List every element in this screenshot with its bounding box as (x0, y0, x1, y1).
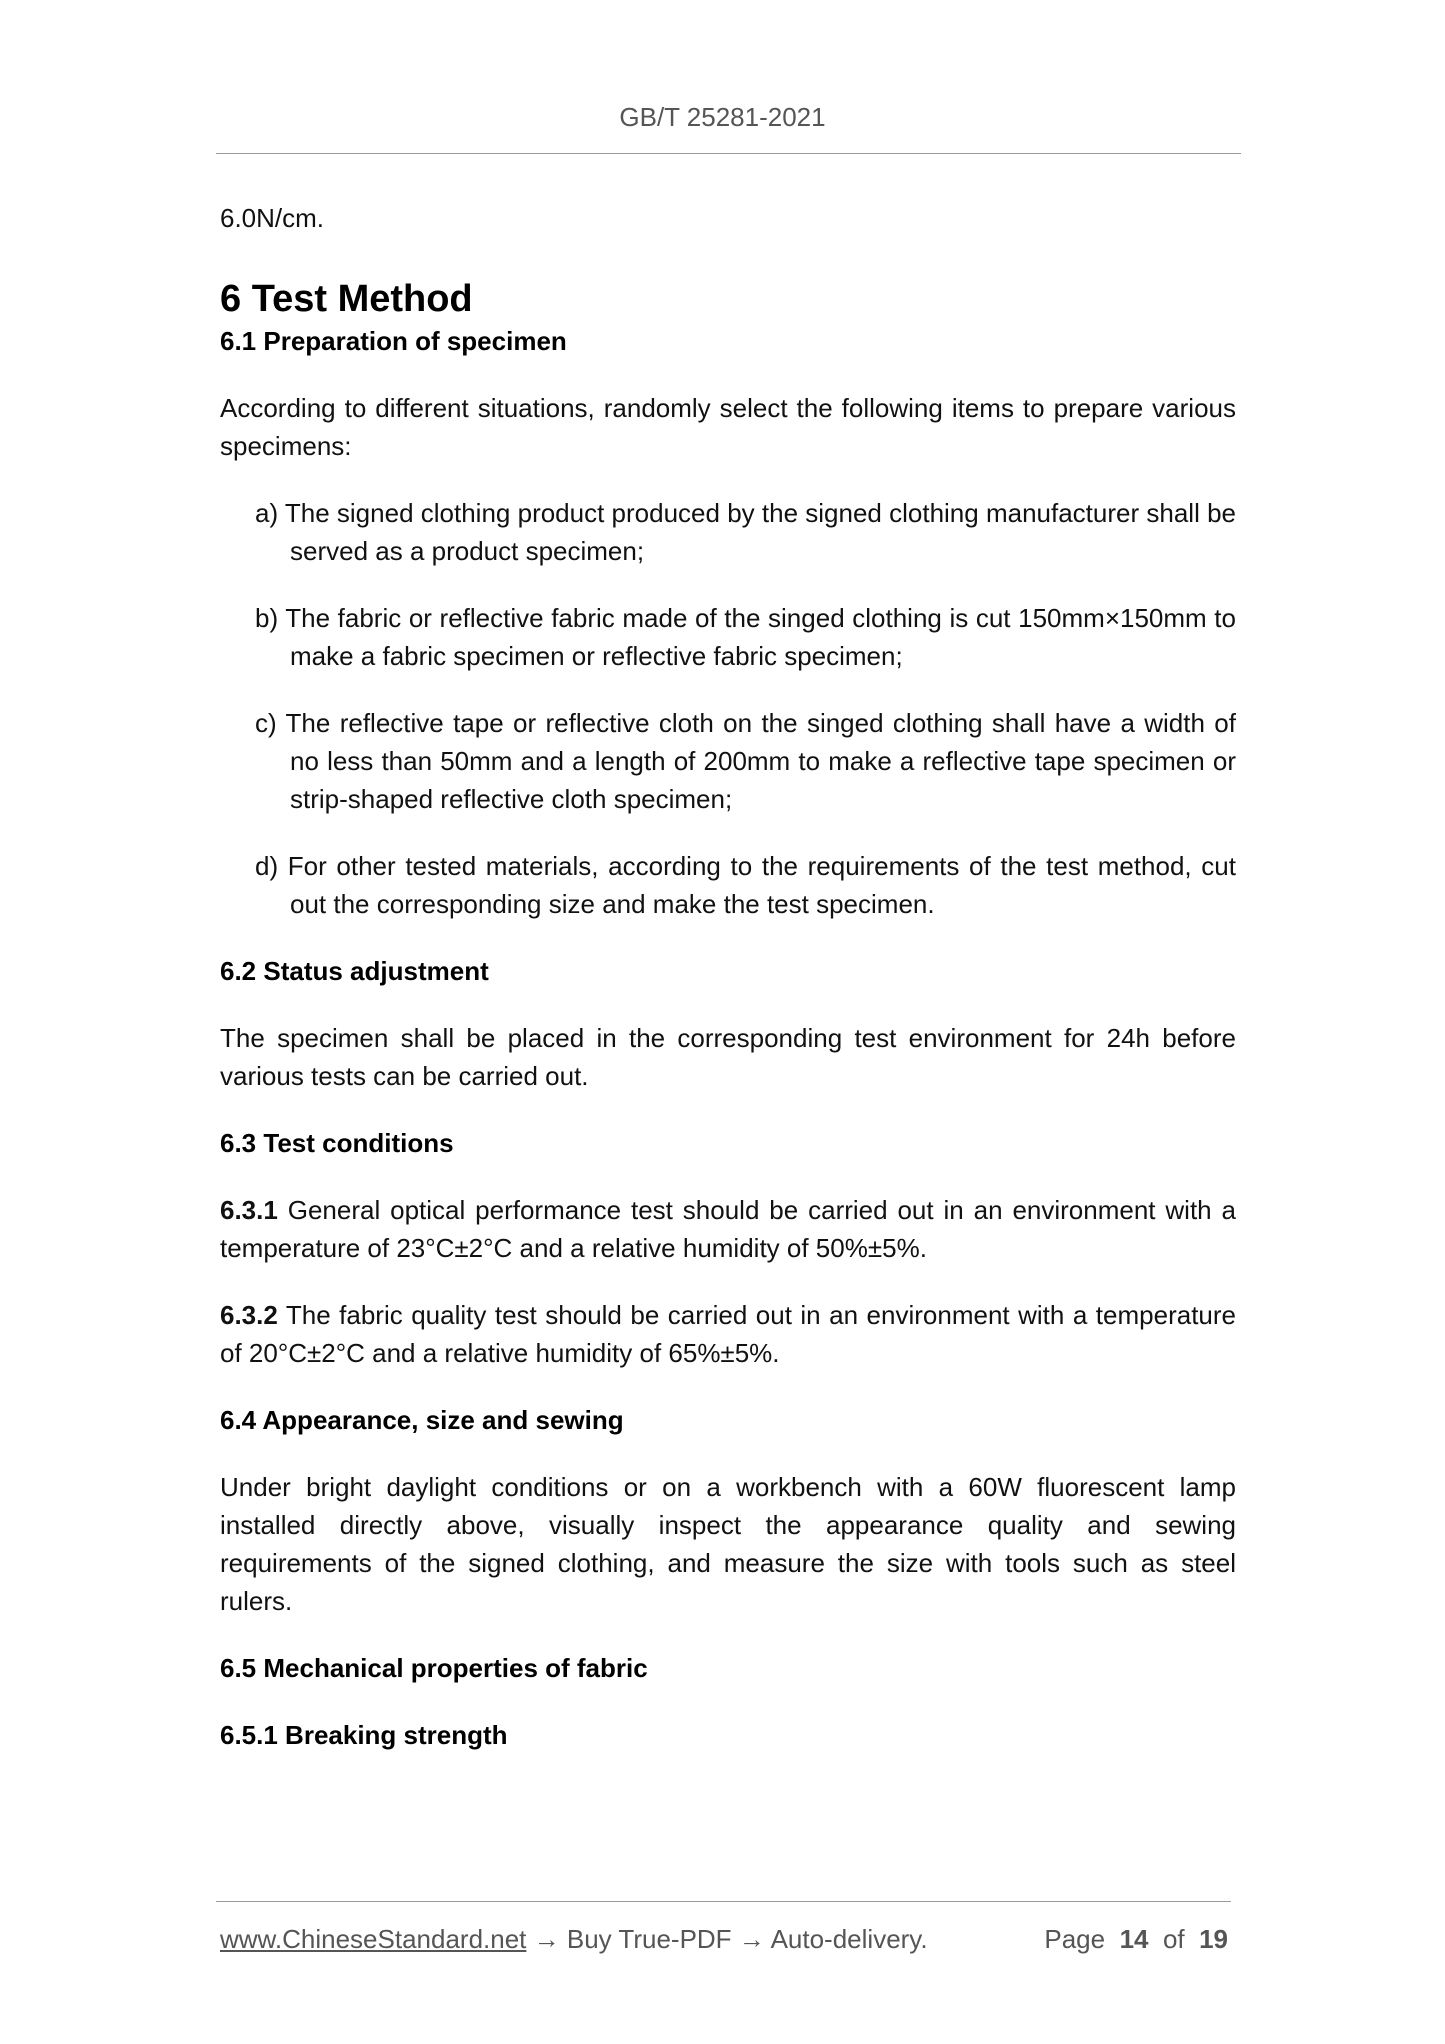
header-divider (216, 153, 1241, 154)
page-number (1044, 1922, 1228, 1956)
clause-6-3-2-text: The fabric quality test should be carried out in an environment with a temperature of 20°C±2°C and a relative humidity of 65%±5%. (220, 1300, 1236, 1368)
section-6-2-text: The specimen shall be placed in the corresponding test environment for 24h before various tests can be carried out. (220, 1023, 1236, 1091)
list-item-d: d) For other tested materials, according to the requirements of the test method, cut out the corresponding size and make the test specimen. (255, 851, 1236, 919)
list-item-b: b) The fabric or reflective fabric made of the singed clothing is cut 150mm×150mm to make a fabric specimen or reflective fabric specimen; (255, 603, 1236, 671)
clause-6-3-2-number: 6.3.2 (220, 1300, 278, 1330)
clause-6-3-1-number: 6.3.1 (220, 1195, 278, 1225)
section-6-5-1-heading: 6.5.1 Breaking strength (220, 1720, 508, 1750)
section-6-1-heading: 6.1 Preparation of specimen (220, 326, 567, 356)
lead-text: 6.0N/cm. (220, 203, 325, 233)
clause-6-3-1 (220, 1191, 1236, 1267)
section-6-heading: 6 Test Method (220, 278, 473, 320)
website-link[interactable]: www.ChineseStandard.net (220, 1924, 527, 1954)
section-6-2-heading: 6.2 Status adjustment (220, 956, 489, 986)
list-item-a: a) The signed clothing product produced by the signed clothing manufacturer shall be served as a product specimen; (255, 498, 1236, 566)
page-label: Page (1044, 1924, 1106, 1954)
clause-6-3-1-text: General optical performance test should be carried out in an environment with a temperature of 23°C±2°C and a relative humidity of 50%±5%. (220, 1195, 1236, 1263)
page-of: of (1162, 1924, 1185, 1954)
section-6-4-heading: 6.4 Appearance, size and sewing (220, 1405, 624, 1435)
document-body (220, 199, 1236, 1783)
list-item-c: c) The reflective tape or reflective cloth on the singed clothing shall have a width of no less than 50mm and a length of 200mm to make a reflective tape specimen or strip-shaped reflective cloth specimen; (255, 708, 1236, 814)
footer-left (220, 1922, 928, 1956)
section-6-5-heading: 6.5 Mechanical properties of fabric (220, 1653, 648, 1683)
page-current: 14 (1119, 1924, 1149, 1954)
section-6-4-text: Under bright daylight conditions or on a workbench with a 60W fluorescent lamp installed directly above, visually inspect the appearance quality and sewing requirements of the signed clothing, and measure the size with tools such as steel rulers. (220, 1472, 1236, 1616)
header-title: GB/T 25281-2021 (619, 102, 826, 132)
footer-tagline: → Buy True-PDF → Auto-delivery. (526, 1924, 928, 1954)
footer-divider (216, 1901, 1231, 1902)
page-total: 19 (1199, 1924, 1228, 1954)
clause-6-3-2 (220, 1296, 1236, 1372)
section-6-1-intro: According to different situations, randomly select the following items to prepare various specimens: (220, 393, 1236, 461)
section-6-3-heading: 6.3 Test conditions (220, 1128, 454, 1158)
